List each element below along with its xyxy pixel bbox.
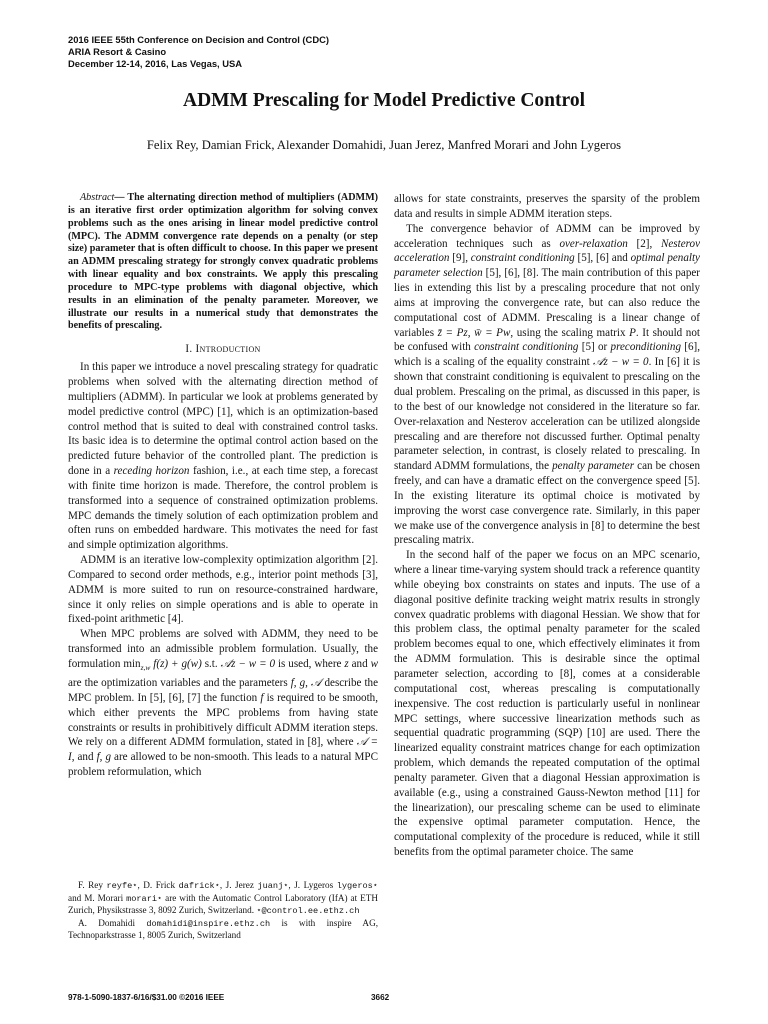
text-run: can be chosen freely, and can have a dramatic effect on the convergence speed [5]. In the existing literature its optimal choice is motivated by improving the worst case convergence rate. Similarly, in this paper we make use of the convergence analysis in [8] to determine the best prescaling matrix.: [394, 460, 700, 547]
emphasis: penalty parameter: [552, 460, 635, 473]
email-handle: reyfe⋆: [106, 881, 138, 891]
email-handle: morari⋆: [126, 893, 163, 904]
text-run: describe the MPC problem. In [5], [6], [7] the function: [68, 677, 379, 704]
variable-w: w: [370, 658, 378, 670]
conference-dates: December 12-14, 2016, Las Vegas, USA: [68, 58, 243, 70]
variable-z: z: [344, 658, 349, 670]
conference-venue: ARIA Resort & Casino: [68, 46, 167, 58]
intro-paragraph-2: ADMM is an iterative low-complexity optimization algorithm [2]. Compared to second order methods, e.g., interior point methods [3], ADMM is more suited to run on resource-constrained hardware, since it only relies on simple operations and is able to operate in fixed-point arithmetic [4].: [68, 554, 378, 626]
formula-min-sub: z,w: [140, 663, 151, 673]
text-run: is required to be smooth, which either prevents the MPC problems from having state constraints or results in prohibitively difficult ADMM iteration steps. We rely on a different ADMM formulation, stated in [8], where: [68, 691, 378, 749]
footnote-affiliation-inspire: [68, 918, 378, 942]
text-run: , J. Lygeros: [288, 880, 337, 890]
email-handle: juanj⋆: [257, 881, 289, 891]
formula-min-op: min: [123, 658, 141, 670]
emphasis: over-relaxation: [559, 237, 628, 250]
text-run: , D. Frick: [137, 880, 179, 890]
formula-min-rest: f(z) + g(w): [150, 658, 202, 670]
paper-authors: Felix Rey, Damian Frick, Alexander Domahidi, Juan Jerez, Manfred Morari and John Lygeros: [146, 138, 622, 152]
text-run: [6], which is a scaling of the equality constraint: [394, 341, 700, 369]
text-run: , J. Jerez: [219, 880, 258, 890]
right-column: [394, 192, 700, 860]
text-run: [9],: [449, 252, 471, 265]
abstract-label: Abstract: [80, 192, 115, 203]
emphasis: Nesterov acceleration: [394, 237, 700, 265]
conference-header: [68, 34, 329, 71]
emphasis: receding horizon: [113, 465, 190, 478]
footer-isbn: 978-1-5090-1837-6/16/$31.00 ©2016 IEEE: [68, 993, 225, 1002]
email-domain: ⋆@control.ee.ethz.ch: [256, 906, 360, 917]
emphasis: constraint conditioning: [474, 341, 579, 354]
text-run: , and: [71, 751, 97, 764]
text-run: are allowed to be non-smooth. This leads to a natural MPC problem reformulation, which: [68, 751, 378, 779]
abstract-text: The alternating direction method of multipliers (ADMM) is an iterative first order optimization algorithm for solving convex problems such as the ones arising in linear model predictive control (MPC). The ADMM convergence rate depends on a penalty (or step size) parameter that is often difficult to choose. In this paper we present an ADMM prescaling strategy for strongly convex quadratic problems with linear equality and box constraints. We apply this prescaling procedure to MPC-type problems with diagonal objective, which results in an elimination of the penalty parameter. Moreover, we illustrate our results in a numerical study that demonstrates the benefits of prescaling.: [68, 192, 379, 332]
email-address: domahidi@inspire.ethz.ch: [146, 918, 271, 929]
right-paragraph-2: [394, 222, 700, 549]
abstract-dash: —: [114, 192, 128, 203]
abstract: [68, 192, 378, 333]
text-run: When MPC problems are solved with ADMM, they need to be transformed into an admissible problem formulation. Usually, the formulation: [68, 628, 378, 670]
intro-paragraph-1: [68, 360, 378, 553]
email-handle: lygeros⋆: [336, 881, 378, 891]
emphasis: constraint conditioning: [470, 252, 575, 265]
text-run: are with the Automatic Control Laboratory (IfA) at ETH Zurich, Physikstrasse 3, 8092 Zurich, Switzerland.: [68, 892, 378, 916]
text-run: F. Rey: [78, 880, 107, 890]
text-run: [2],: [627, 237, 661, 250]
text-run: A. Domahidi: [78, 917, 147, 928]
formula-a-identity: 𝒜 = I: [68, 736, 378, 764]
section-numeral: I.: [185, 343, 196, 356]
section-heading-introduction: [68, 342, 378, 357]
left-column: [68, 192, 378, 780]
variable-f: f: [260, 691, 264, 704]
formula-constraint: 𝒜z − w = 0: [592, 356, 649, 369]
text-run: and: [348, 658, 371, 670]
formula-change-of-variables: z̄ = Pz, w̄ = Pw: [437, 326, 511, 339]
text-run: fashion, i.e., at each time step, a forecast with finite time horizon is made. Therefore, the control problem is transformed into a sequence of constrained optimization problems. MPC demands the timely solution of each optimization problem and often runs on embedded hardware. This motivates the need for fast and simple optimization algorithms.: [68, 465, 378, 552]
emphasis: preconditioning: [610, 341, 681, 354]
text-run: is with inspire AG, Technoparkstrasse 1, 8005 Zurich, Switzerland: [68, 917, 379, 941]
text-run: and M. Morari: [68, 892, 127, 903]
paper-title: ADMM Prescaling for Model Predictive Control: [182, 90, 585, 111]
text-run: The convergence behavior of ADMM can be improved by acceleration techniques such as: [394, 222, 700, 250]
text-run: is used, where: [275, 658, 345, 670]
section-title: Introduction: [195, 343, 261, 356]
right-paragraph-1: allows for state constraints, preserves the sparsity of the problem data and results in simple ADMM iteration steps.: [394, 193, 700, 220]
footnotes: [68, 880, 378, 942]
text-run: . It should not be confused with: [394, 326, 700, 354]
text-run: In this paper we introduce a novel prescaling strategy for quadratic problems when solved with the alternating direction method of multipliers (ADMM). In particular we look at problems generated by model predictive control (MPC) [1], which is an optimization-based control method that is suited to deal with constrained control tasks. Its basic idea is to determine the optimal control action based on the predicted future behavior of the controlled plant. The prediction is done in a: [68, 361, 378, 478]
intro-paragraph-3: [68, 627, 378, 780]
right-paragraph-3: In the second half of the paper we focus on an MPC scenario, where a linear time-varying system should track a reference quantity while obeying box constraints on states and inputs. The use of a diagonal positive definite tracking weight matrix results in strongly convex quadratic problems with diagonal Hessian. We show that for this problem class, the optimal penalty parameter for the scaled problem becomes equal to one, which effectively eliminates it from the ADMM formulation. This is desirable since the optimal parameter selection, according to [8], comes at a considerable computational cost, whereas prescaling is computationally inexpensive. The cost reduction is particularly useful in nonlinear MPC settings, where successive linearization methods such as sequential quadratic programming (SQP) [10] are used. There the linearized equality constraint matrices change for each optimization problem, which demands the repeated computation of the optimal penalty parameter. Given that a diagonal Hessian approximation is available (e.g., using a constrained Gauss-Newton method [11] for the linearization), our prescaling scheme can be used to eliminate the expensive optimal parameter computation. Hence, the computational complexity of the procedure is reduced, while it still benefits from the optimal parameter choice. The same: [394, 549, 700, 859]
text-run: [5], [6], [8]. The main contribution of this paper lies in extending this list by a prescaling procedure that not only aims at improving the convergence rate, but can also reduce the computational cost of ADMM. Prescaling is a linear change of variables: [394, 267, 701, 339]
email-handle: dafrick⋆: [178, 881, 220, 891]
footnote-affiliation-eth: [68, 880, 378, 918]
formula-min: [123, 658, 202, 673]
text-run: s.t.: [201, 658, 221, 670]
text-run: [5], [6] and: [574, 252, 631, 265]
page-number: 3662: [371, 993, 390, 1002]
text-run: . In [6] it is shown that constraint conditioning is equivalent to prescaling on the dual problem. Prescaling on the primal, as discussed in this paper, is to the best of our knowledge not considered in the literature so far. Over-relaxation and Nesterov acceleration can be utilized alongside prescaling and are therefore not discussed further. Optimal penalty parameter selection, in contrast, is closely related to prescaling. In standard ADMM formulations, the: [394, 356, 701, 473]
text-run: , using the scaling matrix: [510, 326, 630, 339]
text-run: are the optimization variables and the parameters: [68, 677, 291, 690]
variable-fg: f, g: [96, 751, 111, 764]
formula-constraint: 𝒜z − w = 0: [220, 658, 276, 670]
text-run: [5] or: [578, 341, 611, 354]
conference-name: 2016 IEEE 55th Conference on Decision and Control (CDC): [68, 34, 329, 45]
formula-params: f, g, 𝒜: [290, 677, 322, 690]
variable-p: P: [629, 326, 636, 339]
emphasis: optimal penalty parameter selection: [394, 252, 700, 280]
